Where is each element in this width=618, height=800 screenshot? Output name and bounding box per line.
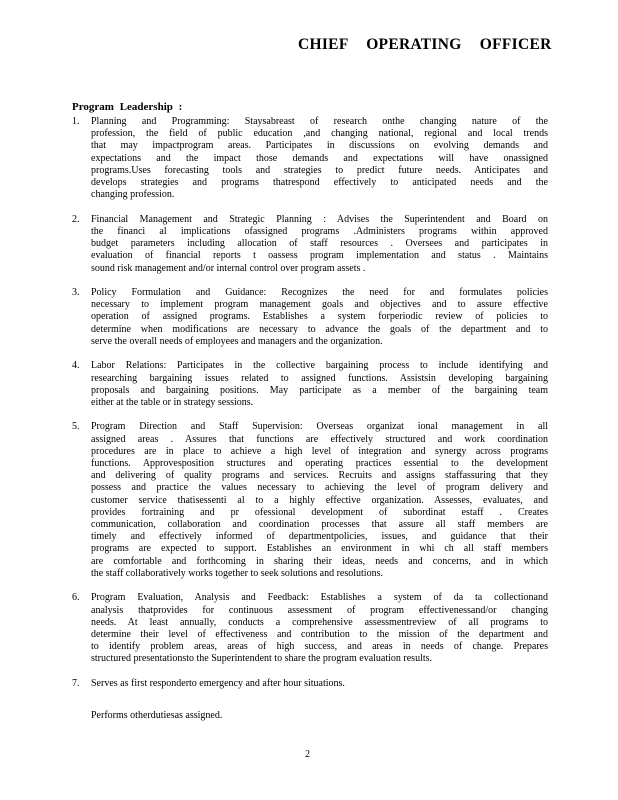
duty-item-line: determine when modifications are necessary to advance the goals of the department and to bbox=[91, 323, 548, 335]
duty-item-line: programs are expected to support. Establishes an environment in whi ch all staff members bbox=[91, 543, 548, 555]
duty-item-line: to identify problem areas, areas of high success, and areas in needs of change. Prepares bbox=[91, 641, 548, 653]
duty-item-line: Labor Relations: Participates in the collective bargaining process to include identifying and bbox=[91, 360, 548, 372]
duty-item-line: Program Direction and Staff Supervision: Overseas organizat ional management in all bbox=[91, 421, 548, 433]
duty-item bbox=[72, 360, 548, 409]
duty-item-line: functions. Approvesposition structures and operating practices essential to the development bbox=[91, 458, 548, 470]
duty-item bbox=[72, 214, 548, 275]
duty-item-line: procedures are in place to achieve a high level of integration and synergy across programs bbox=[91, 445, 548, 457]
duty-item bbox=[72, 421, 548, 580]
section-heading: Program Leadership : bbox=[72, 101, 183, 113]
page-title: CHIEF OPERATING OFFICER bbox=[298, 36, 552, 53]
duty-item-line: Financial Management and Strategic Planning : Advises the Superintendent and Board on bbox=[91, 213, 548, 225]
duty-item bbox=[72, 116, 548, 201]
duty-item-line: sound risk management and/or internal control over program assets . bbox=[91, 262, 366, 274]
duty-item-number: 7. bbox=[72, 677, 80, 689]
duty-item-line: changing profession. bbox=[91, 189, 175, 201]
duty-item-line: develops strategies and programs thatrespond effectively to anticipated needs and the bbox=[91, 177, 548, 189]
duty-item-text bbox=[91, 678, 548, 690]
duty-item-line: Serves as first responderto emergency and after hour situations. bbox=[91, 677, 345, 689]
duty-item-line: determine their level of effectiveness and contribution to the mission of the department and bbox=[91, 629, 548, 640]
duty-item-text bbox=[91, 421, 548, 580]
duty-item-line: the financi al implications ofassigned programs .Administers programs within approved bbox=[91, 225, 548, 237]
duty-item-line: the staff collaboratively works together to seek solutions and resolutions. bbox=[91, 567, 383, 579]
duty-item-line: Program Evaluation, Analysis and Feedback: Establishes a system of da ta collectionand bbox=[91, 592, 548, 604]
duties-list bbox=[72, 116, 548, 702]
duty-item-line: necessary to implement program management goals and objectives and to assure effective bbox=[91, 299, 548, 311]
duty-item-number: 3. bbox=[72, 287, 80, 299]
duty-item-line: Policy Formulation and Guidance: Recognizes the need for and formulates policies bbox=[91, 287, 548, 299]
duty-item-line: customer service thatisessenti al to a highly effective organization. Assesses, evaluates, and bbox=[91, 494, 548, 506]
duty-item-number: 4. bbox=[72, 360, 80, 372]
duty-item-line: assigned areas . Assures that functions are effectively structured and work coordination bbox=[91, 433, 548, 445]
duty-item-line: provides fortraining and pr ofessional development of subordinat estaff . Creates bbox=[91, 506, 548, 518]
duty-item bbox=[72, 287, 548, 348]
duty-item-line: serve the overall needs of employees and managers and the organization. bbox=[91, 335, 383, 347]
duty-item-text bbox=[91, 214, 548, 275]
duty-item-line: communication, collaboration and coordination processes that assure all staff members are bbox=[91, 519, 548, 531]
duty-item-line: structured presentationsto the Superintendent to share the program evaluation results. bbox=[91, 653, 433, 665]
duty-item-number: 6. bbox=[72, 592, 80, 604]
duty-item-line: operation of assigned programs. Establishes a system forperiodic review of policies to bbox=[91, 311, 548, 323]
duty-item-text bbox=[91, 116, 548, 201]
duty-item-number: 1. bbox=[72, 116, 80, 127]
duty-item-line: evaluation of financial reports t oassess program implementation and status . Maintains bbox=[91, 250, 548, 262]
duty-item-line: that may impactprogram areas. Participates in discussions on evolving demands and bbox=[91, 140, 548, 152]
duty-item-line: analysis thatprovides for continuous assessment of program effectivenessand/or changing bbox=[91, 604, 548, 616]
duty-item-text bbox=[91, 592, 548, 665]
duty-item-line: budget parameters including allocation of staff resources . Oversees and participates in bbox=[91, 238, 548, 250]
duty-item-line: timely and effectively informed of departmentpolicies, issues, and guidance that their bbox=[91, 531, 548, 543]
duty-item-line: needs. At least annually, conducts a comprehensive assessmentreview of all programs to bbox=[91, 616, 548, 628]
duty-item-line: expectations and the impact those demands and expectations will have onassigned bbox=[91, 152, 548, 164]
duty-item-line: and delivering of quality programs and services. Recruits and assigns staffassuring that they bbox=[91, 470, 548, 482]
page-number: 2 bbox=[305, 749, 310, 760]
duty-item-number: 2. bbox=[72, 213, 80, 225]
duty-item-text bbox=[91, 287, 548, 348]
duty-item bbox=[72, 592, 548, 665]
duty-item-line: possess and practice the values necessary to achieving the level of program delivery and bbox=[91, 482, 548, 494]
duty-item bbox=[72, 678, 548, 690]
duty-item-line: either at the table or in strategy sessions. bbox=[91, 396, 254, 408]
duty-item-line: programs.Uses forecasting tools and strategies to predict future needs. Anticipates and bbox=[91, 164, 548, 176]
duty-item-line: profession, the field of public education ,and changing national, regional and local trends bbox=[91, 128, 548, 140]
duty-item-line: Planning and Programming: Staysabreast of research onthe changing nature of the bbox=[91, 116, 548, 127]
closing-line: Performs otherdutiesas assigned. bbox=[91, 710, 223, 721]
duty-item-text bbox=[91, 360, 548, 409]
duty-item-line: researching bargaining issues related to assigned functions. Assistsin developing bargaining bbox=[91, 372, 548, 384]
duty-item-line: proposals and bargaining positions. May participate as a member of the bargaining team bbox=[91, 384, 548, 396]
duty-item-line: are comfortable and forthcoming in sharing their ideas, needs and concerns, and in which bbox=[91, 555, 548, 567]
duty-item-number: 5. bbox=[72, 421, 80, 433]
